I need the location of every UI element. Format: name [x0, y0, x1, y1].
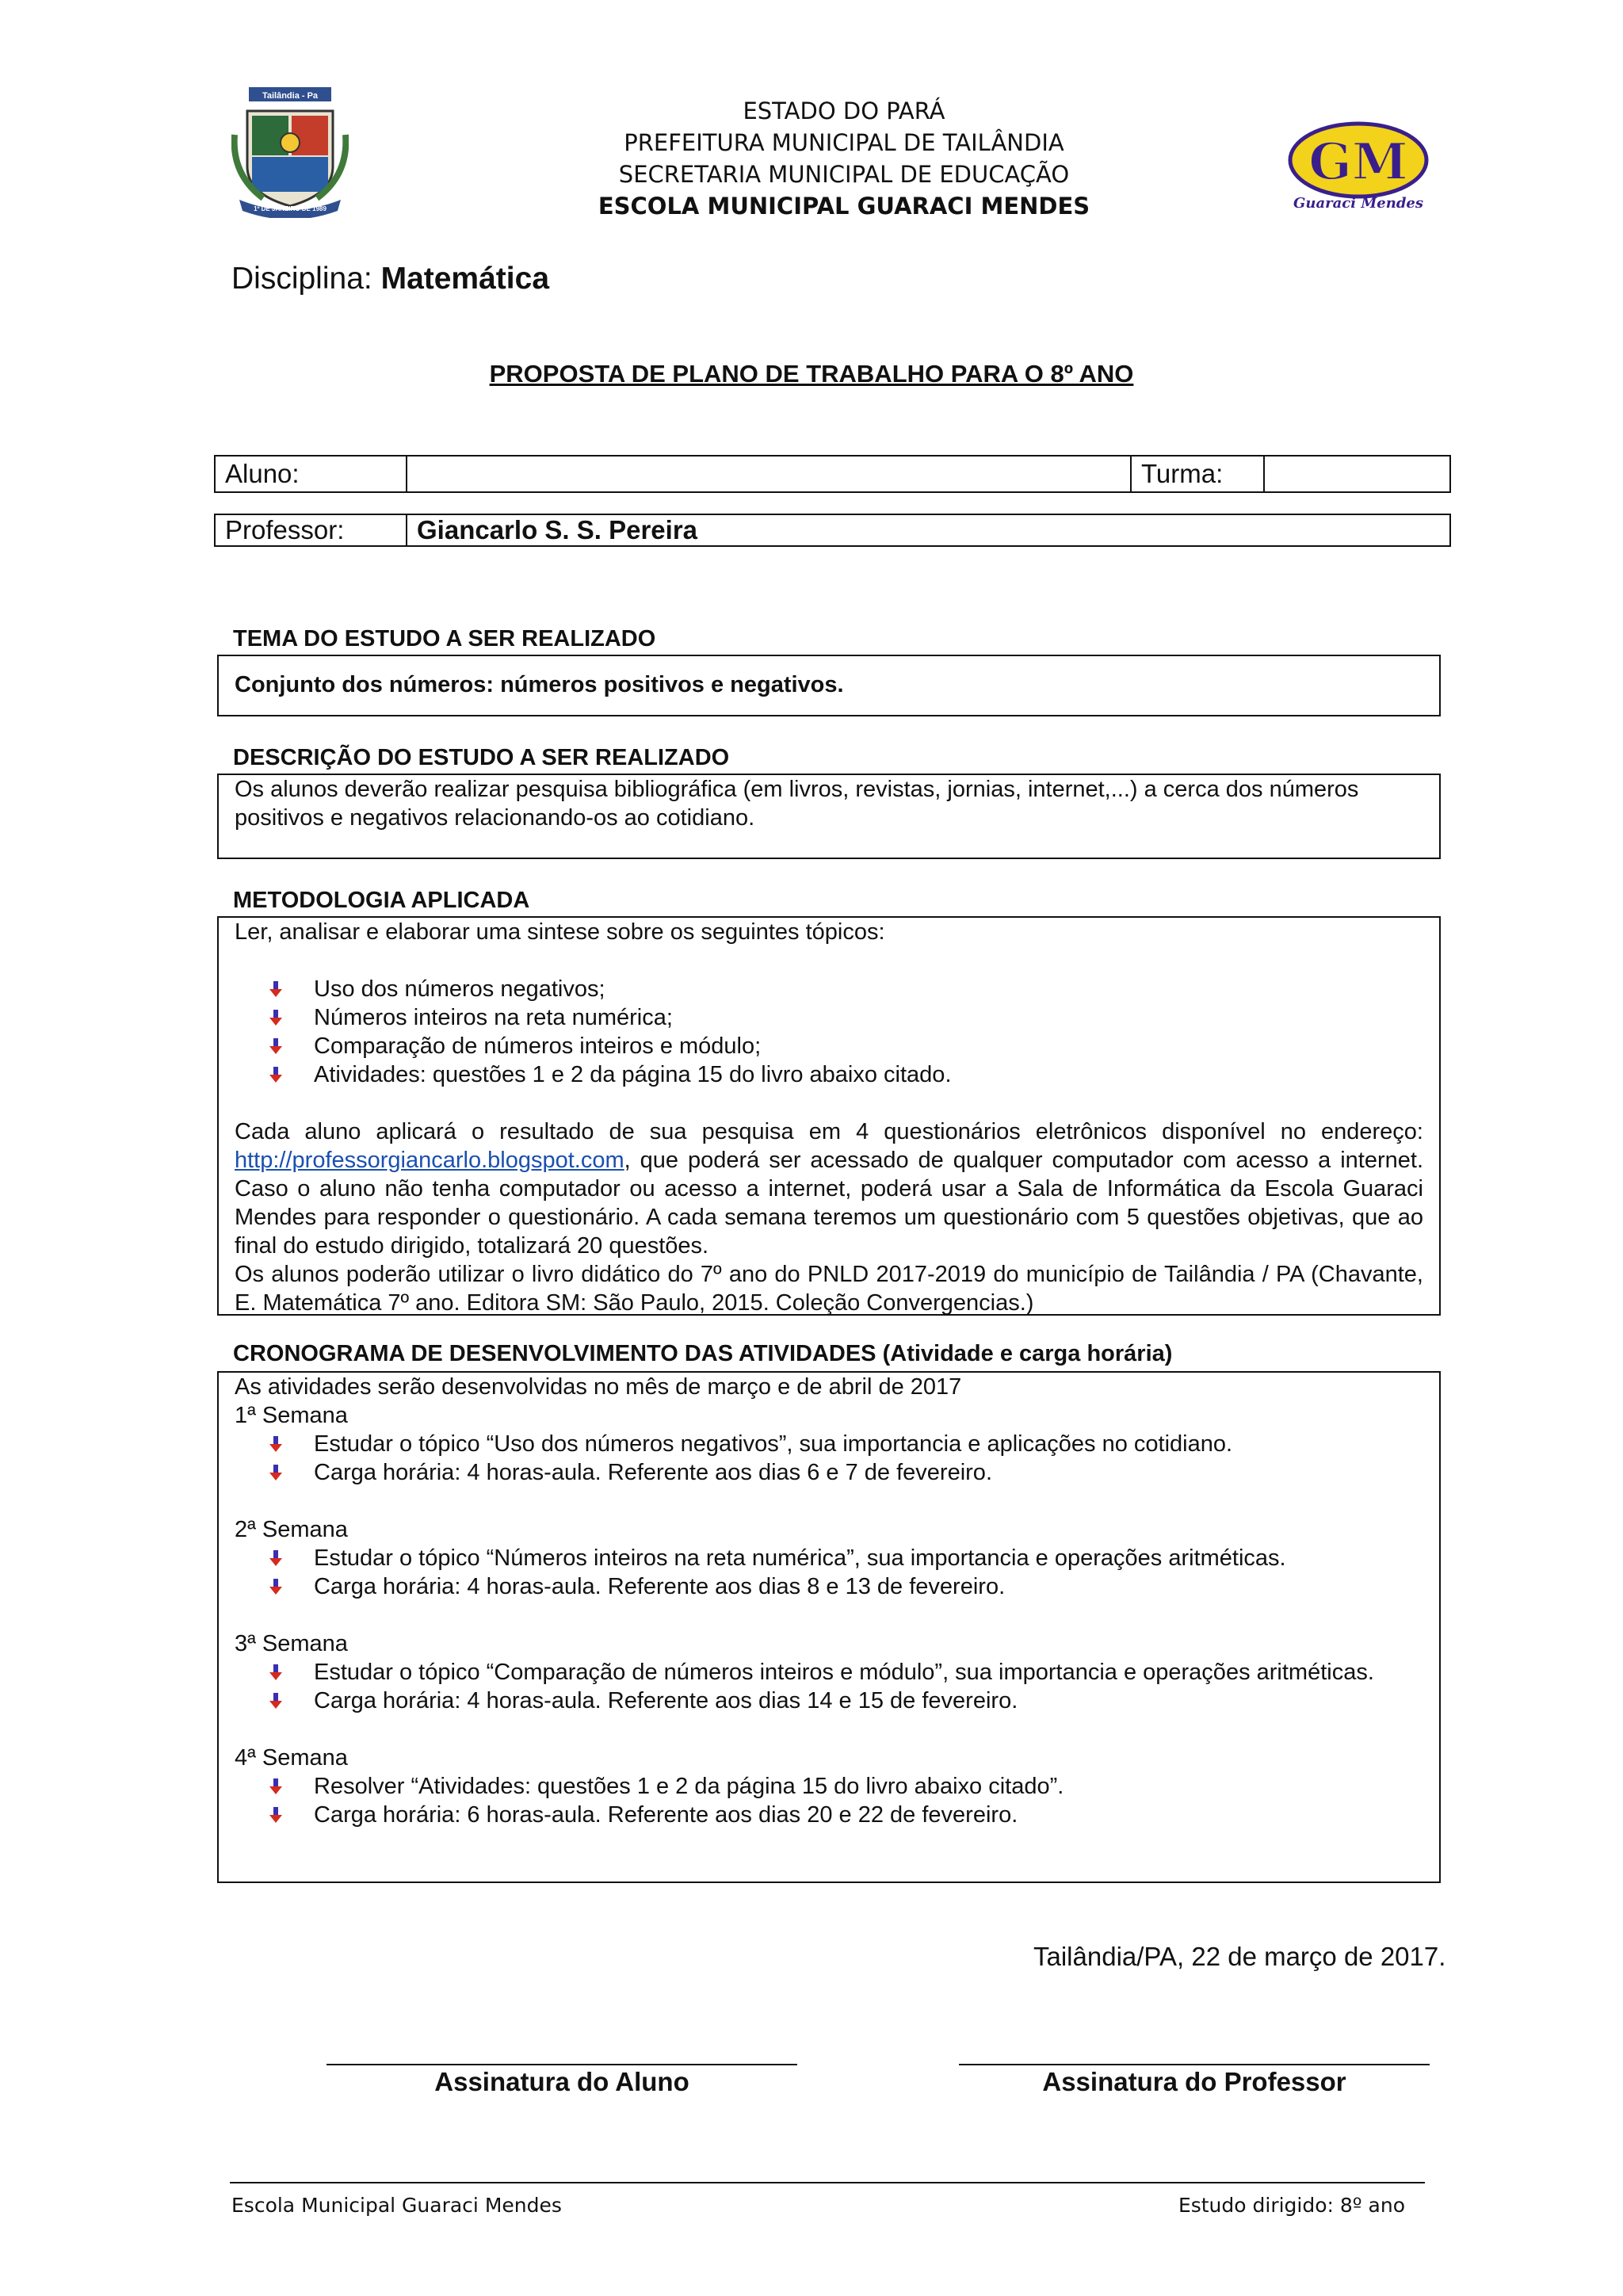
header [475, 95, 1212, 222]
list-item: Carga horária: 4 horas-aula. Referente aos dias 8 e 13 de fevereiro. [266, 1572, 1423, 1601]
turma-label: Turma: [1131, 456, 1264, 492]
professor-name: Giancarlo S. S. Pereira [407, 514, 1450, 546]
arrow-down-icon [266, 1691, 285, 1710]
arrow-down-icon [266, 980, 285, 999]
aluno-field[interactable] [407, 456, 1131, 492]
metodologia-box [217, 916, 1441, 1316]
list-item: Carga horária: 6 horas-aula. Referente aos dias 20 e 22 de fevereiro. [266, 1801, 1423, 1829]
metodologia-book-paragraph: Os alunos poderão utilizar o livro didático do 7º ano do PNLD 2017-2019 do município de Tailândia / PA (Chavante, E. Matemática 7º ano. Editora SM: São Paulo, 2015. Coleção Convergencias.) [235, 1262, 1423, 1316]
list-item: Resolver “Atividades: questões 1 e 2 da página 15 do livro abaixo citado”. [266, 1772, 1423, 1801]
tema-heading: TEMA DO ESTUDO A SER REALIZADO [233, 626, 656, 651]
footer-study: Estudo dirigido: 8º ano [1178, 2194, 1405, 2217]
list-item: Estudar o tópico “Números inteiros na reta numérica”, sua importancia e operações aritméticas. [266, 1544, 1423, 1572]
arrow-down-icon [266, 1065, 285, 1084]
arrow-down-icon [266, 1805, 285, 1824]
professor-table [214, 514, 1451, 547]
week-title: 1ª Semana [235, 1403, 348, 1428]
descricao-heading: DESCRIÇÃO DO ESTUDO A SER REALIZADO [233, 745, 730, 770]
discipline [231, 262, 549, 296]
emblem-top-text: Tailândia - Pa [262, 91, 319, 101]
place-date: Tailândia/PA, 22 de março de 2017. [1033, 1942, 1446, 1971]
week-items [235, 1544, 1423, 1601]
professor-signature-label: Assinatura do Professor [1042, 2067, 1346, 2096]
list-item: Atividades: questões 1 e 2 da página 15 do livro abaixo citado. [266, 1060, 1423, 1089]
student-table [214, 455, 1451, 493]
cronograma-box [217, 1371, 1441, 1883]
tema-box [217, 655, 1441, 716]
header-prefecture: PREFEITURA MUNICIPAL DE TAILÂNDIA [624, 129, 1064, 156]
header-school: ESCOLA MUNICIPAL GUARACI MENDES [598, 193, 1090, 220]
discipline-label: Disciplina: [231, 262, 372, 296]
cronograma-heading: CRONOGRAMA DE DESENVOLVIMENTO DAS ATIVIDADES (Atividade e carga horária) [233, 1341, 1173, 1366]
document-title: PROPOSTA DE PLANO DE TRABALHO PARA O 8º ANO [489, 360, 1134, 388]
arrow-down-icon [266, 1037, 285, 1056]
discipline-value: Matemática [380, 262, 550, 296]
tema-text: Conjunto dos números: números positivos e negativos. [235, 672, 844, 697]
metodologia-topics [235, 975, 1423, 1089]
municipal-emblem [231, 87, 349, 218]
list-item: Uso dos números negativos; [266, 975, 1423, 1003]
list-item: Números inteiros na reta numérica; [266, 1003, 1423, 1032]
arrow-down-icon [266, 1008, 285, 1027]
list-item: Estudar o tópico “Uso dos números negativos”, sua importancia e aplicações no cotidiano. [266, 1430, 1423, 1458]
arrow-down-icon [266, 1577, 285, 1596]
list-item: Carga horária: 4 horas-aula. Referente aos dias 6 e 7 de fevereiro. [266, 1458, 1423, 1487]
list-item: Carga horária: 4 horas-aula. Referente aos dias 14 e 15 de fevereiro. [266, 1687, 1423, 1715]
week-items [235, 1772, 1423, 1829]
week-items [235, 1430, 1423, 1487]
student-signature-label: Assinatura do Aluno [434, 2067, 689, 2096]
arrow-down-icon [266, 1463, 285, 1482]
turma-field[interactable] [1264, 456, 1450, 492]
arrow-down-icon [266, 1663, 285, 1682]
footer-school: Escola Municipal Guaraci Mendes [231, 2194, 562, 2217]
cronograma-heading-note: (Atividade e carga horária) [876, 1341, 1173, 1366]
emblem-ribbon-text: 1º DE JANEIRO DE 1989 [254, 205, 327, 212]
arrow-down-icon [266, 1435, 285, 1454]
footer-divider [230, 2182, 1425, 2183]
week-title: 4ª Semana [235, 1745, 348, 1771]
list-item: Estudar o tópico “Comparação de números inteiros e módulo”, sua importancia e operações aritméticas. [266, 1658, 1423, 1687]
logo-gm-text: GM [1308, 132, 1408, 192]
week-items [235, 1658, 1423, 1715]
cronograma-intro: As atividades serão desenvolvidas no mês de março e de abril de 2017 [235, 1374, 962, 1400]
metodologia-heading: METODOLOGIA APLICADA [233, 888, 530, 913]
week-title: 2ª Semana [235, 1517, 348, 1542]
header-secretariat: SECRETARIA MUNICIPAL DE EDUCAÇÃO [618, 161, 1070, 188]
student-signature-line [327, 2064, 797, 2065]
header-state: ESTADO DO PARÁ [743, 97, 945, 124]
aluno-label: Aluno: [215, 456, 407, 492]
arrow-down-icon [266, 1777, 285, 1796]
metodologia-intro: Ler, analisar e elaborar uma sintese sobre os seguintes tópicos: [235, 919, 885, 945]
professor-label: Professor: [215, 514, 407, 546]
professor-signature-line [959, 2064, 1430, 2065]
descricao-text: Os alunos deverão realizar pesquisa bibliográfica (em livros, revistas, jornias, internet,...) a cerca dos números positivos e negativos relacionando-os ao cotidiano. [235, 777, 1359, 831]
list-item: Comparação de números inteiros e módulo; [266, 1032, 1423, 1060]
descricao-box [217, 774, 1441, 859]
metodologia-paragraph: Cada aluno aplicará o resultado de sua pesquisa em 4 questionários eletrônicos disponível no endereço: http://professorgiancarlo.blogspot.com, que poderá ser acessado de qualquer computador com acesso a internet. Caso o aluno não tenha computador ou acesso a internet, poderá usar a Sala de Informática da Escola Guaraci Mendes para responder o questionário. A cada semana teremos um questionário com 5 questões objetivas, que ao final do estudo dirigido, totalizará 20 questões. [235, 1119, 1423, 1259]
arrow-down-icon [266, 1549, 285, 1568]
logo-subtitle: Guaraci Mendes [1293, 195, 1423, 212]
week-title: 3ª Semana [235, 1631, 348, 1656]
blog-link[interactable]: http://professorgiancarlo.blogspot.com [235, 1148, 624, 1173]
school-logo [1285, 119, 1430, 212]
